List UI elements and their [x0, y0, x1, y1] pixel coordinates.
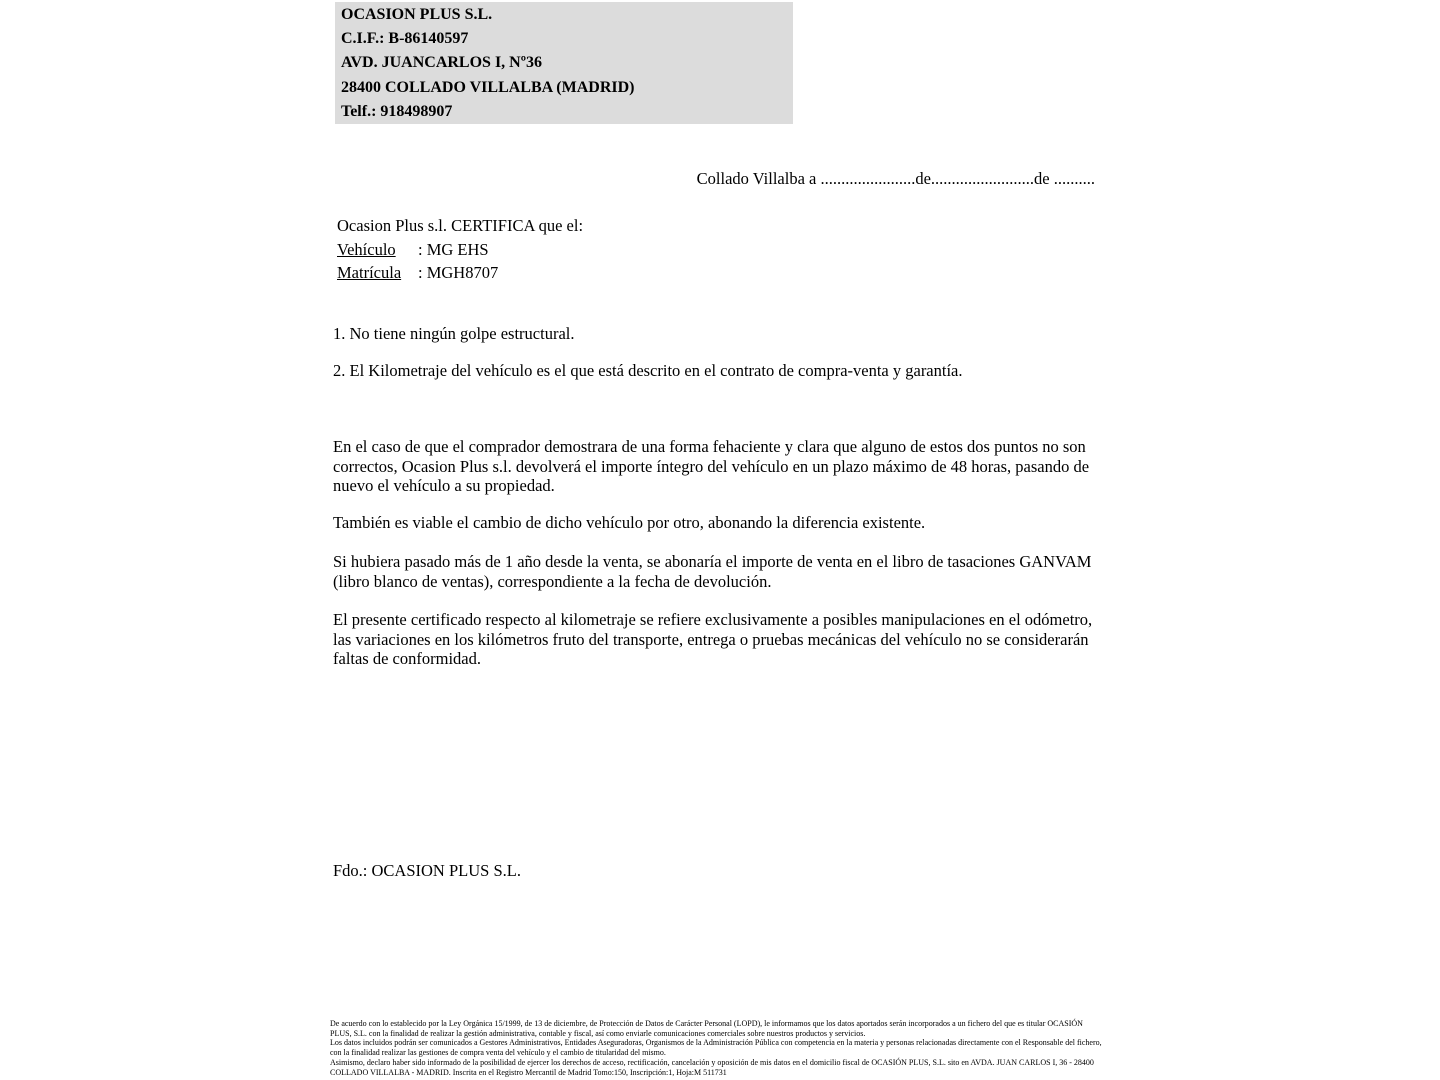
company-name: OCASION PLUS S.L.	[341, 6, 493, 23]
paragraph-vehicle-exchange: También es viable el cambio de dicho vehículo por otro, abonando la diferencia existente.	[333, 513, 926, 532]
footer-paragraph-rights: Asimismo, declaro haber sido informado de la posibilidad de ejercer los derechos de acceso, rectificación, cancelación y oposición de mis datos en el domicilio fiscal de OCASIÓN PLUS, S.L. sito en AVDA. JUAN CARLOS I, 36 - 28400 COLLADO VILLALBA - MADRID. Inscrita en el Registro Mercantil de Madrid Tomo:150, Inscripción:1, Hoja:M 511731	[330, 1057, 1094, 1077]
point-structural-damage: 1. No tiene ningún golpe estructural.	[333, 324, 575, 343]
footer-paragraph-lopd: De acuerdo con lo establecido por la Ley Orgánica 15/1999, de 13 de diciembre, de Protección de Datos de Carácter Personal (LOPD), le informamos que los datos aportados serán incorporados a un fichero del que es titular OCASIÓN PLUS, S.L. con la finalidad de realizar la gestión administrativa, contable y fiscal, así como enviarle comunicaciones comerciales sobre nuestros productos y servicios.	[330, 1019, 1083, 1038]
point-mileage: 2. El Kilometraje del vehículo es el que está descrito en el contrato de compra-venta y garantía.	[333, 361, 963, 380]
company-header-box	[335, 2, 793, 124]
paragraph-ganvam-valuation: Si hubiera pasado más de 1 año desde la venta, se abonaría el importe de venta en el libro de tasaciones GANVAM (libro blanco de ventas), correspondiente a la fecha de devolución.	[333, 552, 1092, 591]
company-cif: C.I.F.: B-86140597	[341, 30, 469, 48]
vehicle-label: Vehículo	[337, 239, 396, 259]
plate-value: : MGH8707	[418, 263, 499, 282]
plate-label: Matrícula	[337, 263, 402, 282]
vehicle-line	[337, 238, 583, 262]
footer-legal	[330, 1019, 1102, 1077]
paragraph-odometer-disclaimer: El presente certificado respecto al kilometraje se refiere exclusivamente a posibles manipulaciones en el odómetro, las variaciones en los kilómetros fruto del transporte, entrega o pruebas mecánicas del vehículo no se considerarán faltas de conformidad.	[333, 610, 1093, 669]
footer-paragraph-data-sharing: Los datos incluidos podrán ser comunicados a Gestores Administrativos, Entidades Aseguradoras, Organismos de la Administración Pública con competencia en la materia y personas relacionadas directamente con el Responsable del fichero, con la finalidad realizar las gestiones de compra venta del vehículo y el cambio de titularidad del mismo.	[330, 1038, 1102, 1058]
paragraph-refund-guarantee: En el caso de que el comprador demostrara de una forma fehaciente y clara que alguno de estos dos puntos no son correctos, Ocasion Plus s.l. devolverá el importe íntegro del vehículo en un plazo máximo de 48 horas, pasando de nuevo el vehículo a su propiedad.	[333, 437, 1090, 496]
certify-block	[337, 214, 583, 285]
company-city: 28400 COLLADO VILLALBA (MADRID)	[341, 78, 635, 96]
company-phone: Telf.: 918498907	[341, 102, 453, 120]
date-line: Collado Villalba a .......................de.........................de ..........	[696, 169, 1095, 188]
signature-line: Fdo.: OCASION PLUS S.L.	[333, 861, 521, 880]
certify-intro: Ocasion Plus s.l. CERTIFICA que el:	[337, 216, 584, 235]
company-address: AVD. JUANCARLOS I, Nº36	[341, 54, 543, 72]
vehicle-value: : MG EHS	[418, 239, 489, 259]
plate-line	[337, 261, 583, 285]
